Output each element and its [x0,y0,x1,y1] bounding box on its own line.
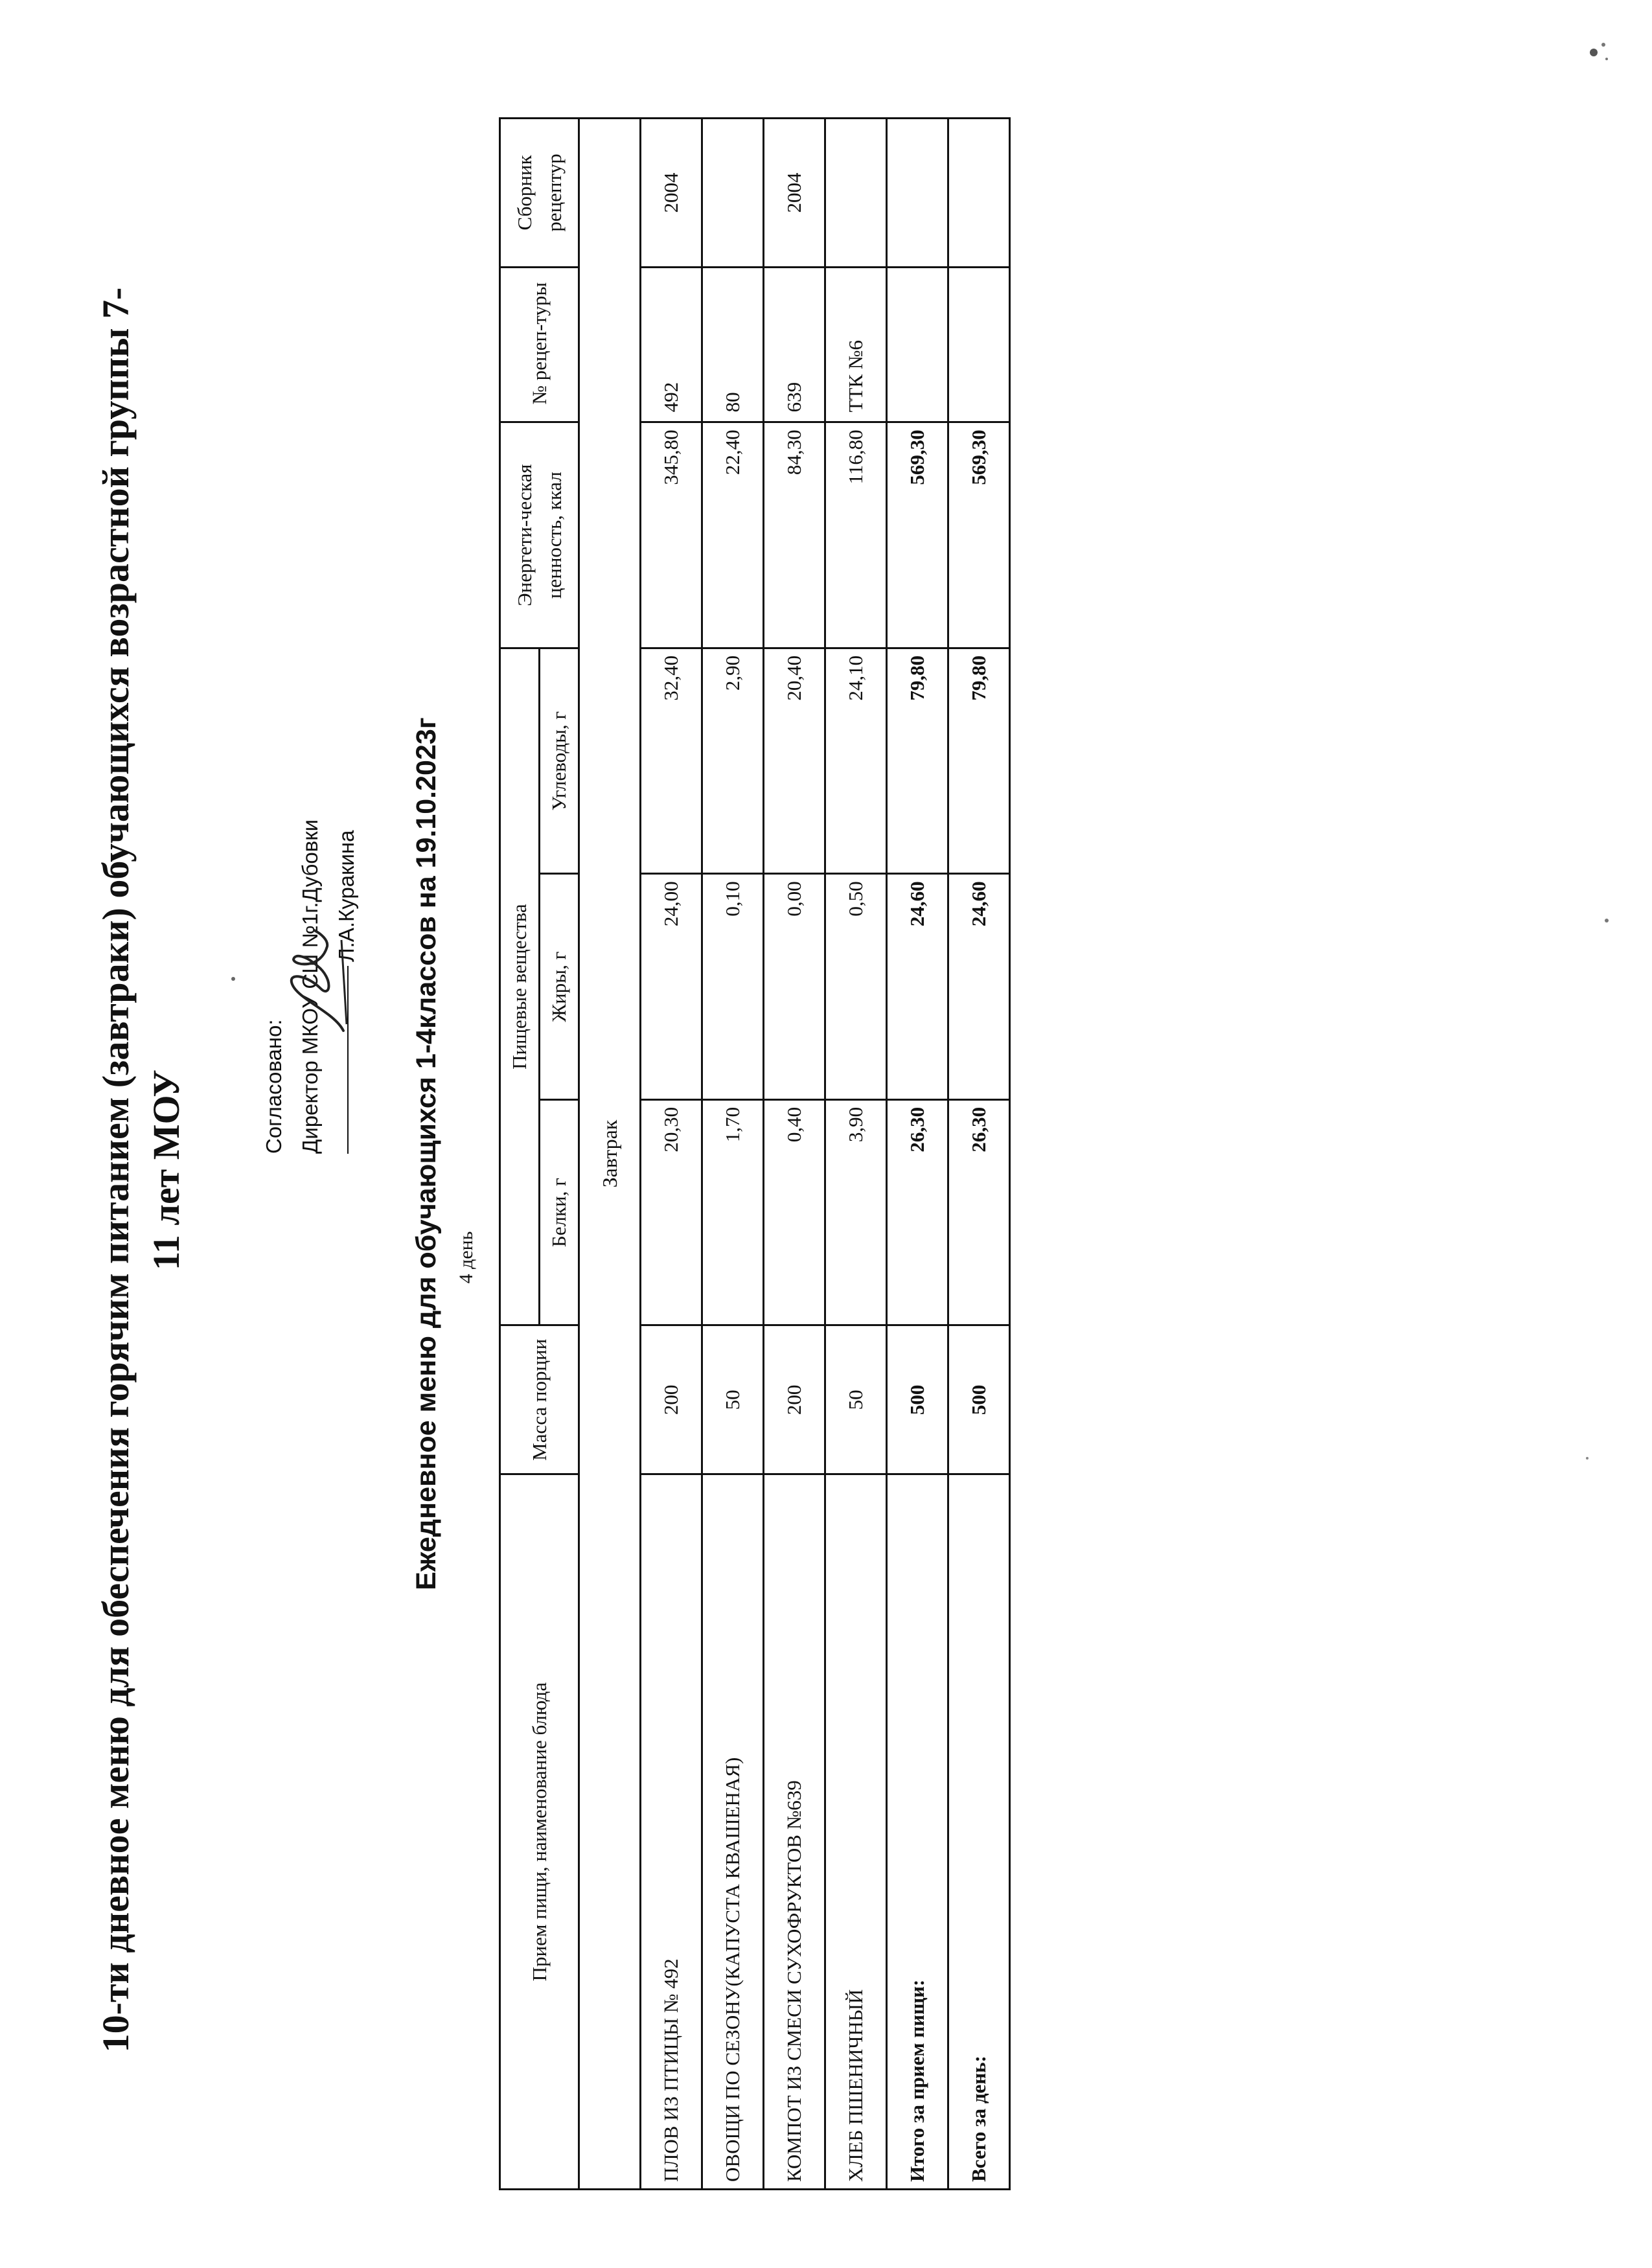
cell-carbs: 20,40 [764,648,825,874]
subtotal-mass: 500 [887,1325,948,1474]
total-label: Всего за день: [948,1474,1010,2190]
header-fats: Жиры, г [540,874,579,1100]
subtotal-carbs: 79,80 [887,648,948,874]
cell-mass: 200 [764,1325,825,1474]
cell-recipe: 492 [641,267,702,422]
approval-name: Л.А.Куракина [334,830,358,962]
total-carbs: 79,80 [948,648,1010,874]
header-carbs: Углеводы, г [540,648,579,874]
cell-energy: 84,30 [764,422,825,648]
cell-mass: 200 [641,1325,702,1474]
header-recipe-no: № рецеп-туры [500,267,579,422]
cell-energy: 345,80 [641,422,702,648]
cell-carbs: 24,10 [825,648,887,874]
cell-energy: 116,80 [825,422,887,648]
cell-proteins: 3,90 [825,1099,887,1325]
cell-fats: 0,00 [764,874,825,1100]
cell-carbs: 2,90 [702,648,764,874]
cell-name: КОМПОТ ИЗ СМЕСИ СУХОФРУКТОВ №639 [764,1474,825,2190]
approval-label: Согласовано: [262,1019,286,1154]
cell-name: ПЛОВ ИЗ ПТИЦЫ № 492 [641,1474,702,2190]
approval-position: Директор МКОУ СШ №1г.Дубовки [298,819,322,1154]
cell-proteins: 1,70 [702,1099,764,1325]
subtotal-proteins: 26,30 [887,1099,948,1325]
cell-proteins: 0,40 [764,1099,825,1325]
header-mass: Масса порции [500,1325,579,1474]
total-energy: 569,30 [948,422,1010,648]
total-fats: 24,60 [948,874,1010,1100]
cell-recipe: 80 [702,267,764,422]
menu-heading: Ежедневное меню для обучающихся 1-4классов на 19.10.2023г [411,717,442,1590]
cell-fats: 24,00 [641,874,702,1100]
cell-recipe: 639 [764,267,825,422]
cell-mass: 50 [825,1325,887,1474]
subtotal-fats: 24,60 [887,874,948,1100]
document-title-line-1: 10-ти дневное меню для обеспечения горячим питанием (завтраки) обучающихся возрастной группы 7- [95,287,137,2053]
cell-recipe: ТТК №6 [825,267,887,422]
header-nutrients: Пищевые вещества [500,648,540,1325]
total-proteins: 26,30 [948,1099,1010,1325]
cell-energy: 22,40 [702,422,764,648]
cell-fats: 0,50 [825,874,887,1100]
total-mass: 500 [948,1325,1010,1474]
subtotal-label: Итого за прием пищи: [887,1474,948,2190]
document-title-line-2: 11 лет МОУ [145,1070,187,1270]
cell-name: ОВОЩИ ПО СЕЗОНУ(КАПУСТА КВАШЕНАЯ) [702,1474,764,2190]
cell-proteins: 20,30 [641,1099,702,1325]
day-label: 4 день [455,1231,477,1284]
cell-name: ХЛЕБ ПШЕНИЧНЫЙ [825,1474,887,2190]
cell-fats: 0,10 [702,874,764,1100]
header-energy: Энергети-ческая ценность, ккал [500,422,579,648]
cell-collection: 2004 [641,119,702,268]
header-meal: Прием пищи, наименование блюда [500,1474,579,2190]
header-proteins: Белки, г [540,1099,579,1325]
cell-collection: 2004 [764,119,825,268]
section-label: Завтрак [579,119,641,2190]
subtotal-energy: 569,30 [887,422,948,648]
cell-carbs: 32,40 [641,648,702,874]
header-collection: Сборник рецептур [500,119,579,268]
cell-mass: 50 [702,1325,764,1474]
